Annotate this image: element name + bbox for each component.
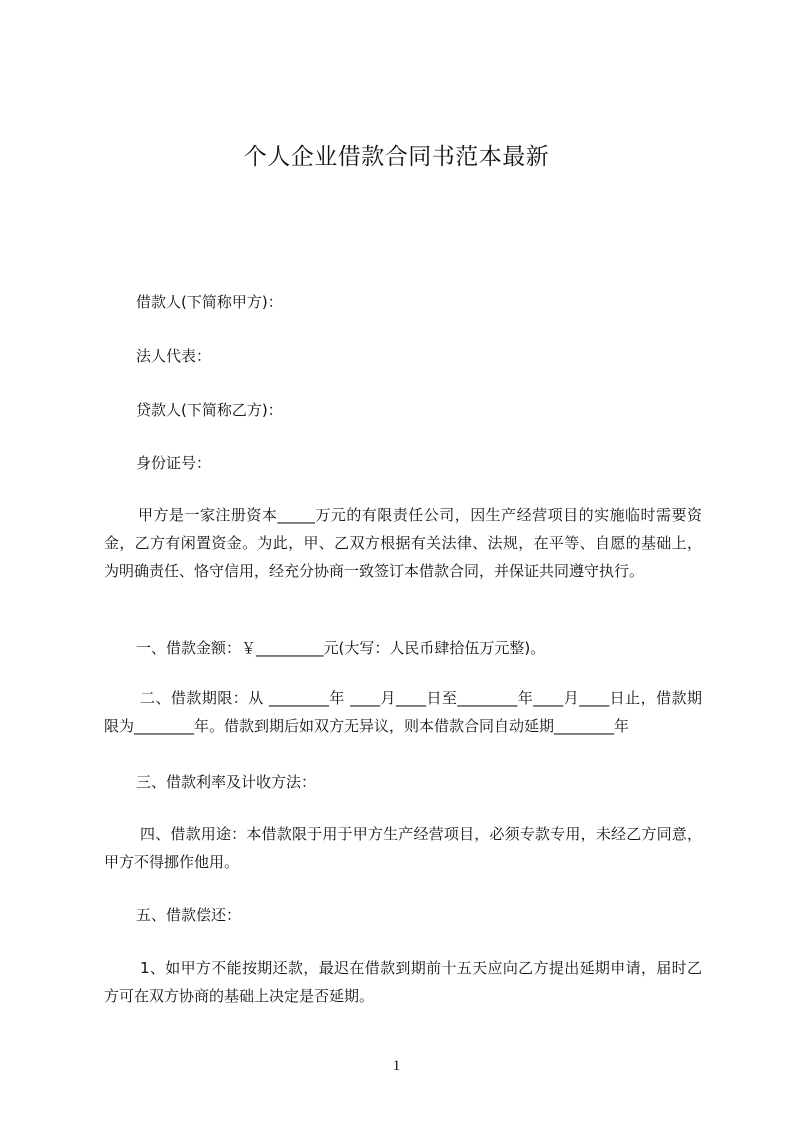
- clause-loan-term: 二、借款期限：从 ________年 ____月____日至________年____月____日止，借款期限为________年。借款到期后如双方无异议，则本借款合同自动延期________年: [104, 689, 702, 735]
- legal-representative-field: 法人代表：: [136, 347, 212, 365]
- clause-repayment: 五、借款偿还：: [136, 906, 242, 924]
- page-number: 1: [392, 1058, 401, 1074]
- intro-paragraph: 甲方是一家注册资本_____万元的有限责任公司，因生产经营项目的实施临时需要资金，乙方有闲置资金。为此，甲、乙双方根据有关法律、法规，在平等、自愿的基础上，为明确责任、恪守信用，经充分协商一致签订本借款合同，并保证共同遵守执行。: [104, 506, 702, 580]
- clause-repayment-item-1: 1、如甲方不能按期还款，最迟在借款到期前十五天应向乙方提出延期申请，届时乙方可在双方协商的基础上决定是否延期。: [104, 959, 702, 1005]
- clause-loan-amount: 一、借款金额：￥_________元(大写：人民币肆拾伍万元整)。: [136, 639, 546, 657]
- borrower-field: 借款人(下简称甲方)：: [136, 293, 283, 311]
- id-number-field: 身份证号：: [136, 454, 212, 472]
- lender-field: 贷款人(下简称乙方)：: [136, 401, 283, 419]
- clause-loan-purpose: 四、借款用途：本借款限于用于甲方生产经营项目，必须专款专用，未经乙方同意，甲方不得挪作他用。: [104, 825, 702, 871]
- clause-interest-rate: 三、借款利率及计收方法：: [136, 773, 317, 791]
- document-title: 个人企业借款合同书范本最新: [243, 144, 550, 170]
